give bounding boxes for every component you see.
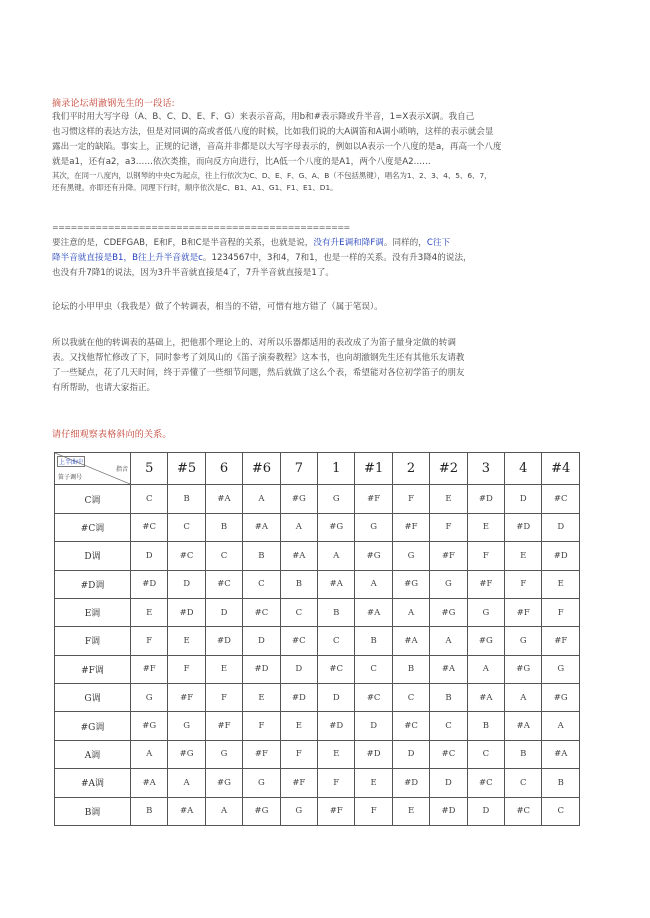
explanation-paragraph <box>52 336 612 396</box>
note-cell: #D <box>280 684 317 712</box>
note-cell: D <box>542 513 580 541</box>
note-cell: D <box>355 712 392 740</box>
note-cell: E <box>430 485 467 513</box>
highlight-text: 降半音就直接是B1，B往上升半音就是c <box>52 253 203 263</box>
note-cell: #D <box>392 769 429 797</box>
note-cell: E <box>355 769 392 797</box>
row-key-label: #A调 <box>55 769 131 797</box>
semitone-line-2: 降半音就直接是B1，B往上升半音就是c。1234567中，3和4，7和1，也是一样的关系。没有升3降4的说法， <box>52 253 472 263</box>
note-cell: D <box>280 655 317 683</box>
note-cell: #A <box>467 684 504 712</box>
note-cell: #C <box>392 712 429 740</box>
note-cell: #A <box>280 542 317 570</box>
column-header: 4 <box>505 453 542 485</box>
highlight-text: 没有升E调和降F调 <box>313 238 384 248</box>
divider-line: ================================================ <box>52 223 350 232</box>
note-cell: #F <box>505 598 542 626</box>
note-cell: D <box>131 542 168 570</box>
note-cell: #F <box>392 513 429 541</box>
column-header: 7 <box>280 453 317 485</box>
note-cell: #F <box>467 570 504 598</box>
note-cell: E <box>168 627 205 655</box>
note-cell: D <box>318 684 355 712</box>
corner-right-label: 指音 <box>115 466 128 473</box>
table-row <box>55 627 580 655</box>
note-cell: #D <box>467 485 504 513</box>
note-cell: E <box>318 740 355 768</box>
note-cell: G <box>131 684 168 712</box>
column-header: 3 <box>467 453 504 485</box>
row-key-label: D调 <box>55 542 131 570</box>
note-cell: #A <box>392 627 429 655</box>
forum-note-paragraph <box>52 300 612 315</box>
table-corner-cell <box>55 453 131 485</box>
table-row <box>55 542 580 570</box>
note-cell: A <box>392 598 429 626</box>
row-key-label: G调 <box>55 684 131 712</box>
column-header: #5 <box>168 453 205 485</box>
explanation-line-2: 表。又找他帮忙修改了下，同时参考了刘凤山的《笛子演奏教程》这本书，也向胡澈钢先生还有其他乐友请教 <box>52 353 465 363</box>
note-cell: B <box>131 797 168 825</box>
note-cell: C <box>430 712 467 740</box>
table-row <box>55 769 580 797</box>
note-cell: E <box>280 712 317 740</box>
note-cell: #D <box>542 542 580 570</box>
row-key-label: #F调 <box>55 655 131 683</box>
note-cell: C <box>243 570 280 598</box>
note-cell: #A <box>205 485 242 513</box>
note-cell: #F <box>355 485 392 513</box>
note-cell: #G <box>318 513 355 541</box>
explanation-line-1: 所以我就在他的转调表的基础上，把他那个理论上的、对所以乐器都适用的表改成了为笛子量身定做的转调 <box>52 338 456 348</box>
note-cell: A <box>280 513 317 541</box>
note-cell: F <box>467 542 504 570</box>
intro-line-4: 就是a1，还有a2，a3……依次类推，而向反方向进行，比A低一个八度的是A1，两个八度是A2…… <box>52 157 431 167</box>
note-cell: #F <box>205 712 242 740</box>
table-row <box>55 513 580 541</box>
note-cell: A <box>430 627 467 655</box>
note-cell: G <box>467 598 504 626</box>
note-cell: E <box>205 655 242 683</box>
table-row <box>55 485 580 513</box>
note-cell: C <box>542 797 580 825</box>
note-cell: B <box>392 655 429 683</box>
note-cell: C <box>168 513 205 541</box>
row-key-label: B调 <box>55 797 131 825</box>
table-row <box>55 684 580 712</box>
note-cell: #D <box>205 627 242 655</box>
explanation-line-3: 了一些疑点，花了几天时间，终于弄懂了一些细节问题，然后就做了这么个表，希望能对各位初学笛子的朋友 <box>52 368 465 378</box>
note-cell: #A <box>430 655 467 683</box>
table-row <box>55 712 580 740</box>
table-row <box>55 655 580 683</box>
note-cell: #F <box>168 684 205 712</box>
note-cell: A <box>505 684 542 712</box>
note-cell: #G <box>542 684 580 712</box>
row-key-label: #C调 <box>55 513 131 541</box>
note-cell: #G <box>168 740 205 768</box>
note-cell: F <box>168 655 205 683</box>
note-cell: A <box>318 542 355 570</box>
note-cell: #G <box>280 485 317 513</box>
note-cell: G <box>318 485 355 513</box>
note-cell: C <box>131 485 168 513</box>
corner-bottom-label: 笛子调号 <box>58 474 83 482</box>
note-cell: B <box>168 485 205 513</box>
note-cell: A <box>168 769 205 797</box>
column-header: 1 <box>318 453 355 485</box>
intro-line-2: 也习惯这样的表达方法，但是对同调的高或者低八度的时候，比如我们说的大A调笛和A调小唢呐，这样的表示就会显 <box>52 127 494 137</box>
note-cell: #A <box>542 740 580 768</box>
section-heading-quote: 摘录论坛胡澈钢先生的一段话: <box>52 99 175 109</box>
table-header-row <box>55 453 580 485</box>
note-cell: #D <box>505 513 542 541</box>
note-cell: #A <box>168 797 205 825</box>
note-cell: #C <box>430 740 467 768</box>
note-cell: B <box>430 684 467 712</box>
note-cell: B <box>467 712 504 740</box>
row-key-label: C调 <box>55 485 131 513</box>
note-cell: G <box>392 542 429 570</box>
note-cell: #F <box>131 655 168 683</box>
note-cell: G <box>168 712 205 740</box>
note-cell: D <box>430 769 467 797</box>
note-cell: E <box>392 797 429 825</box>
note-cell: F <box>542 598 580 626</box>
note-cell: F <box>243 712 280 740</box>
intro-line-3: 露出一定的缺陷。事实上，正规的记谱，音高并非都是以大写字母表示的，例如以A表示一个八度的是a，再高一个八度 <box>52 142 502 152</box>
note-cell: G <box>280 797 317 825</box>
highlight-text: C往下 <box>426 238 451 248</box>
semitone-line-1: 要注意的是，CDEFGAB，E和F，B和C是半音程的关系，也就是说，没有升E调和降F调。同样的，C往下 <box>52 238 451 248</box>
row-key-label: F调 <box>55 627 131 655</box>
note-cell: B <box>280 570 317 598</box>
forum-note-line: 论坛的小甲甲虫（我我是）做了个转调表，相当的不错，可惜有地方错了（属于笔误）。 <box>52 302 383 312</box>
note-cell: #C <box>542 485 580 513</box>
table-row <box>55 740 580 768</box>
note-cell: #D <box>168 598 205 626</box>
column-header: #1 <box>355 453 392 485</box>
note-cell: #A <box>131 769 168 797</box>
note-cell: #D <box>243 655 280 683</box>
note-cell: F <box>205 684 242 712</box>
note-cell: #G <box>243 797 280 825</box>
note-cell: C <box>355 655 392 683</box>
note-cell: G <box>430 570 467 598</box>
note-cell: #C <box>280 627 317 655</box>
note-cell: F <box>318 769 355 797</box>
note-cell: G <box>542 655 580 683</box>
row-key-label: #G调 <box>55 712 131 740</box>
note-cell: E <box>131 598 168 626</box>
note-cell: #F <box>542 627 580 655</box>
note-cell: B <box>243 542 280 570</box>
note-cell: F <box>131 627 168 655</box>
note-cell: F <box>280 740 317 768</box>
note-cell: #G <box>205 769 242 797</box>
explanation-line-4: 有所帮助，也请大家指正。 <box>52 383 156 393</box>
table-row <box>55 598 580 626</box>
note-cell: #F <box>318 797 355 825</box>
note-cell: D <box>243 627 280 655</box>
intro-line-5: 其次，在同一八度内，以钢琴的中央C为起点，往上行依次为C、D、E、F、G、A、B（不包括黑键），唱名为1、2、3、4、5、6、7， <box>52 171 492 180</box>
column-header: #6 <box>243 453 280 485</box>
note-cell: #F <box>280 769 317 797</box>
note-cell: G <box>243 769 280 797</box>
note-cell: A <box>542 712 580 740</box>
column-header: #2 <box>430 453 467 485</box>
intro-paragraph <box>52 110 612 194</box>
note-cell: B <box>542 769 580 797</box>
note-cell: #A <box>318 570 355 598</box>
note-cell: #D <box>131 570 168 598</box>
semitone-paragraph <box>52 236 612 281</box>
note-cell: B <box>318 598 355 626</box>
note-cell: F <box>430 513 467 541</box>
note-cell: E <box>467 513 504 541</box>
row-key-label: A调 <box>55 740 131 768</box>
column-header: #4 <box>542 453 580 485</box>
note-cell: D <box>168 570 205 598</box>
note-cell: A <box>131 740 168 768</box>
intro-line-1: 我们平时用大写字母（A、B、C、D、E、F、G）来表示音高，用b和#表示降或升半音，1=X表示X调。我自己 <box>52 112 475 122</box>
note-cell: C <box>205 542 242 570</box>
note-cell: A <box>355 570 392 598</box>
section-heading-table: 请仔细观察表格斜向的关系。 <box>52 430 172 440</box>
key-transposition-table <box>54 452 580 826</box>
note-cell: #D <box>355 740 392 768</box>
note-cell: D <box>205 598 242 626</box>
note-cell: #C <box>505 797 542 825</box>
intro-line-6: 还有黑键。亦即还有升降。同理下行时，顺序依次是C、B1、A1、G1、F1、E1、D1。 <box>52 183 338 192</box>
note-cell: #A <box>355 598 392 626</box>
semitone-line-3: 也没有升7降1的说法，因为3升半音就直接是4了，7升半音就直接是1了。 <box>52 268 335 278</box>
note-cell: #D <box>318 712 355 740</box>
column-header: 2 <box>392 453 429 485</box>
note-cell: #C <box>318 655 355 683</box>
note-cell: G <box>505 627 542 655</box>
column-header: 5 <box>131 453 168 485</box>
note-cell: #C <box>131 513 168 541</box>
note-cell: #G <box>430 598 467 626</box>
note-cell: F <box>505 570 542 598</box>
note-cell: G <box>355 513 392 541</box>
note-cell: E <box>542 570 580 598</box>
note-cell: E <box>243 684 280 712</box>
note-cell: #D <box>430 797 467 825</box>
note-cell: A <box>205 797 242 825</box>
table-row <box>55 797 580 825</box>
note-cell: B <box>355 627 392 655</box>
note-cell: #A <box>243 513 280 541</box>
note-cell: #F <box>243 740 280 768</box>
corner-top-label: 上半曲中 <box>57 456 85 467</box>
note-cell: C <box>505 769 542 797</box>
note-cell: #C <box>467 769 504 797</box>
note-cell: C <box>318 627 355 655</box>
note-cell: D <box>505 485 542 513</box>
note-cell: #C <box>168 542 205 570</box>
note-cell: C <box>467 740 504 768</box>
note-cell: B <box>505 740 542 768</box>
column-header: 6 <box>205 453 242 485</box>
note-cell: A <box>243 485 280 513</box>
note-cell: #C <box>243 598 280 626</box>
note-cell: F <box>392 485 429 513</box>
note-cell: C <box>280 598 317 626</box>
note-cell: B <box>205 513 242 541</box>
note-cell: #G <box>505 655 542 683</box>
note-cell: #G <box>392 570 429 598</box>
note-cell: #C <box>205 570 242 598</box>
note-cell: E <box>505 542 542 570</box>
note-cell: #A <box>505 712 542 740</box>
note-cell: F <box>355 797 392 825</box>
note-cell: A <box>467 655 504 683</box>
note-cell: #G <box>355 542 392 570</box>
row-key-label: E调 <box>55 598 131 626</box>
row-key-label: #D调 <box>55 570 131 598</box>
note-cell: D <box>467 797 504 825</box>
note-cell: G <box>205 740 242 768</box>
note-cell: #C <box>355 684 392 712</box>
note-cell: #G <box>467 627 504 655</box>
note-cell: D <box>392 740 429 768</box>
note-cell: #F <box>430 542 467 570</box>
table-row <box>55 570 580 598</box>
note-cell: C <box>392 684 429 712</box>
note-cell: #G <box>131 712 168 740</box>
